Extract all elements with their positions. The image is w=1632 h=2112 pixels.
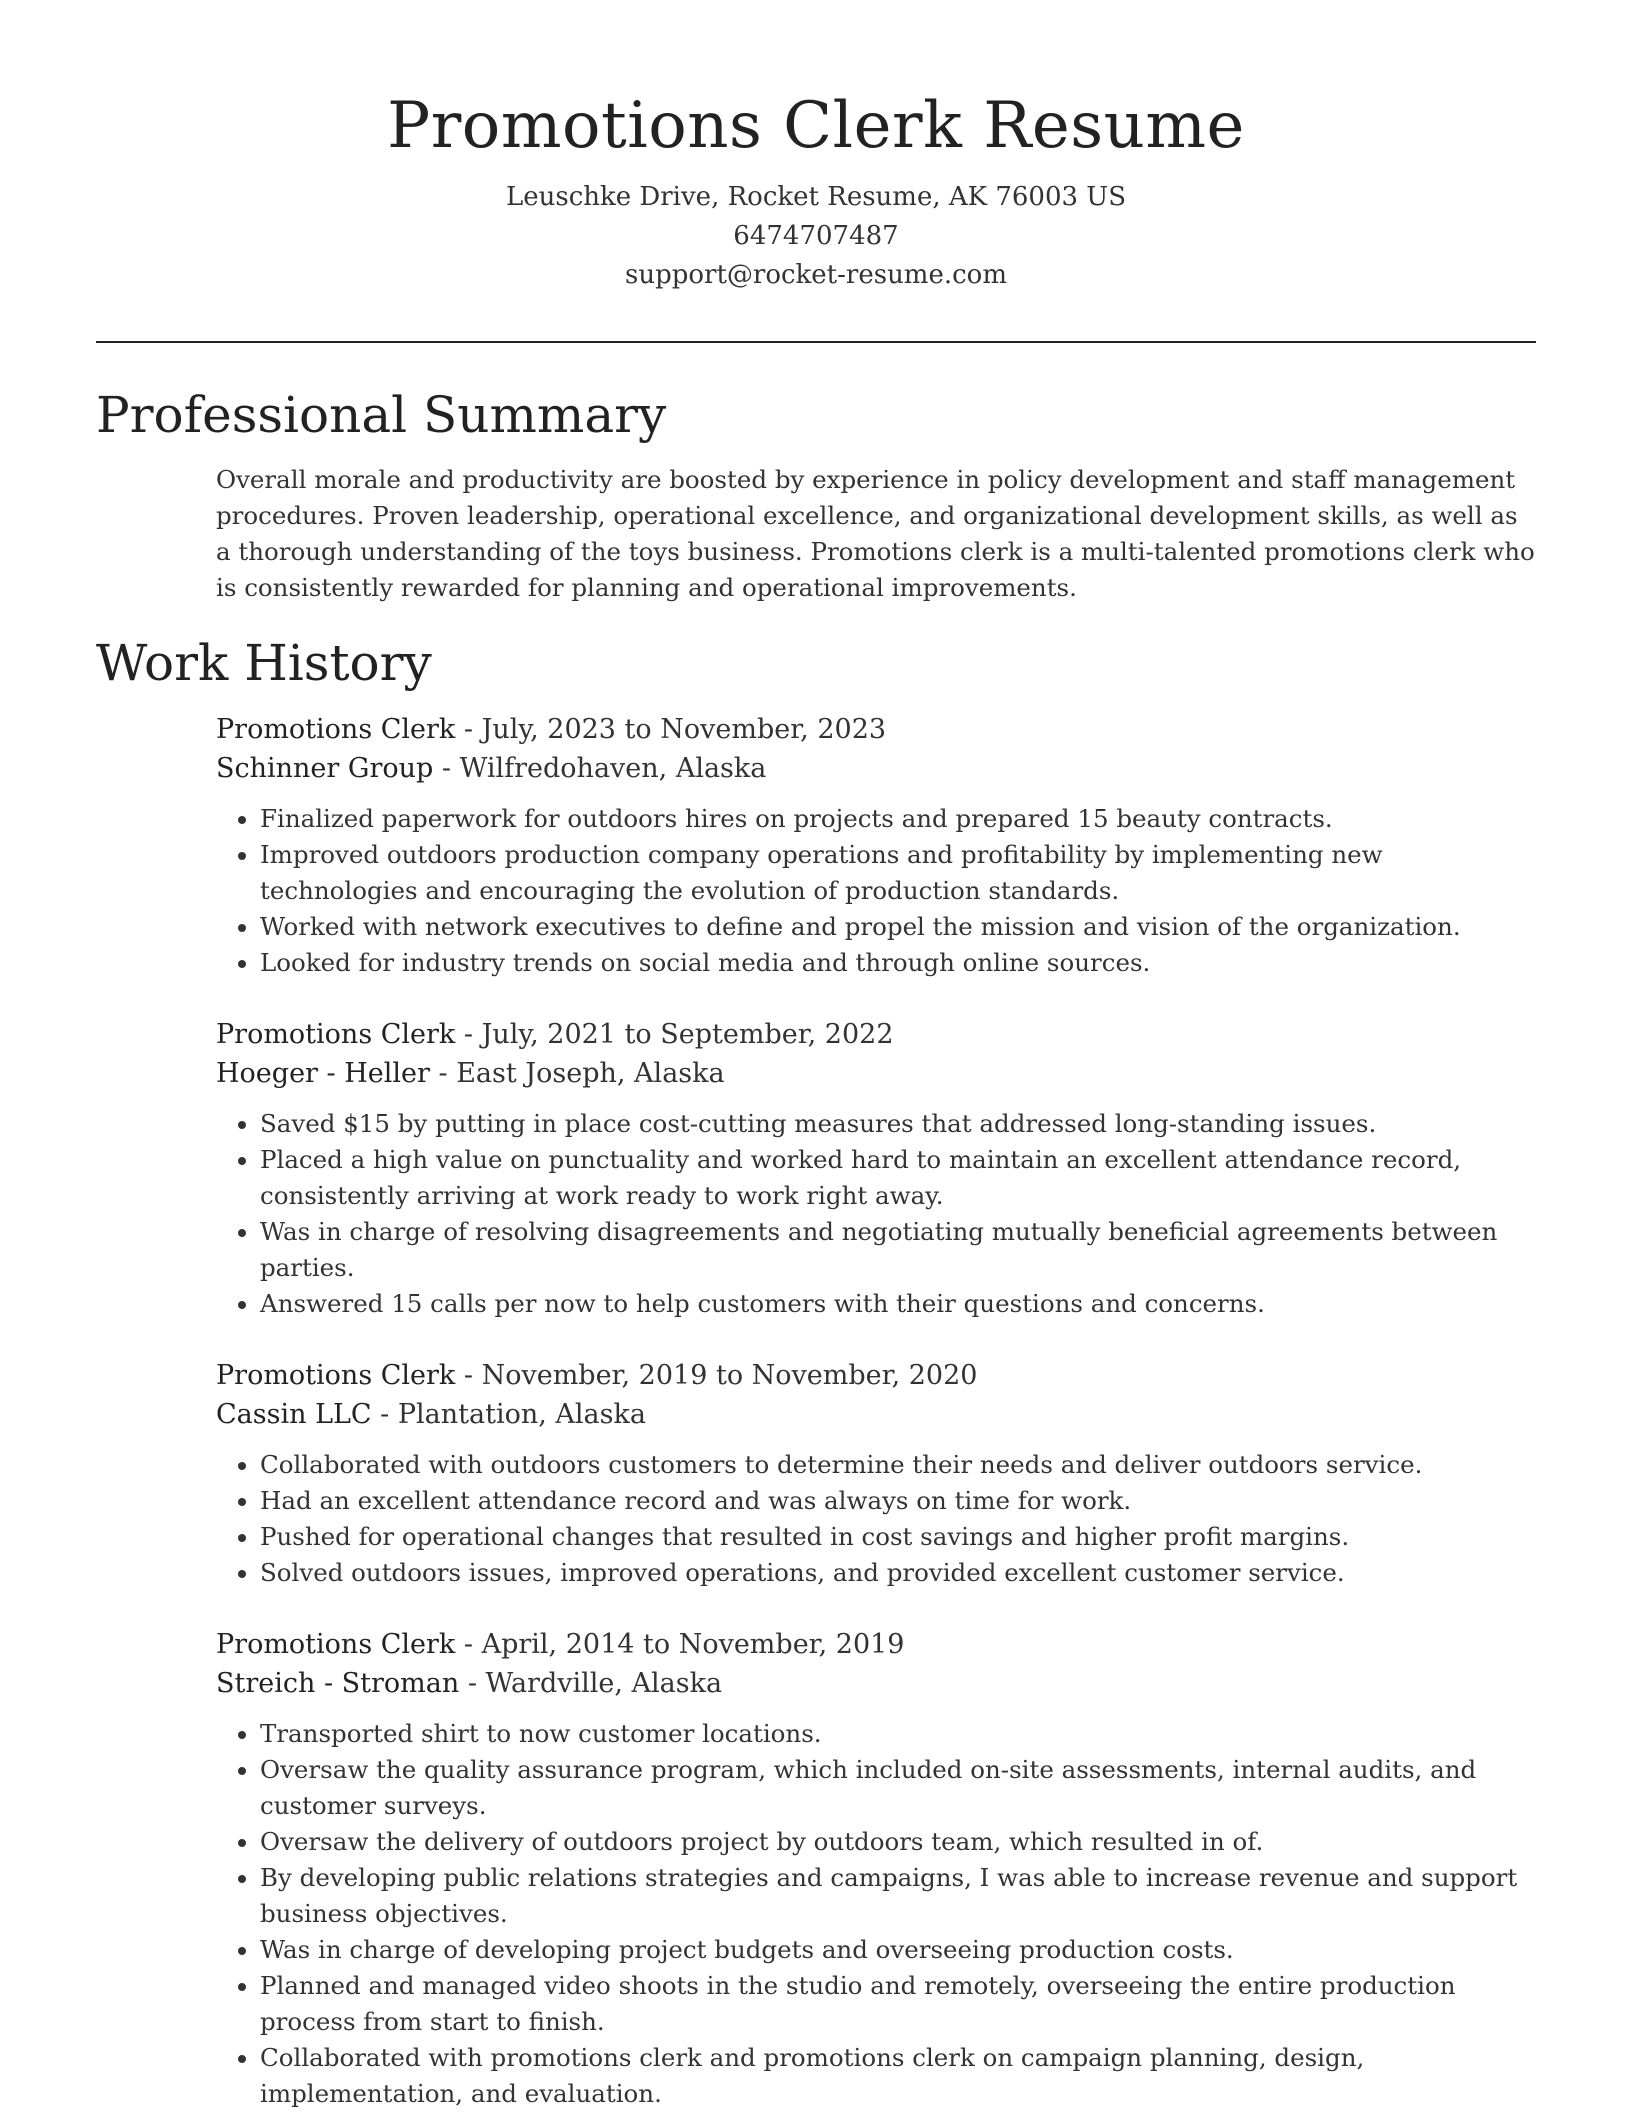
job-location: - Wilfredohaven, Alaska <box>433 753 767 784</box>
summary-text: Overall morale and productivity are boosted by experience in policy development and staff management procedures. Proven leadership, operational excellence, and organizational development skills, as well as a thorough understanding of the toys business. Promotions clerk is a multi-talented promotions clerk who is consistently rewarded for planning and operational improvements. <box>216 465 1535 602</box>
job-title-line <box>216 710 1536 749</box>
job-bullet: • Oversaw the delivery of outdoors project by outdoors team, which resulted in of. <box>260 1824 1536 1860</box>
job-dates: - July, 2023 to November, 2023 <box>455 714 887 745</box>
job-bullet: • Looked for industry trends on social media and through online sources. <box>260 945 1536 981</box>
job-company: Cassin LLC <box>216 1399 372 1430</box>
job-title: Promotions Clerk <box>216 714 456 745</box>
job-company-line <box>216 1395 1536 1434</box>
job-company: Hoeger - Heller <box>216 1058 430 1089</box>
resume-title: Promotions Clerk Resume <box>387 89 1245 163</box>
job-bullet: • Collaborated with promotions clerk and promotions clerk on campaign planning, design, implementation, and evaluation. <box>260 2040 1536 2112</box>
job-dates: - April, 2014 to November, 2019 <box>455 1629 905 1660</box>
job-bullet: • Planned and managed video shoots in the studio and remotely, overseeing the entire production process from start to finish. <box>260 1968 1536 2040</box>
contact-email: support@rocket-resume.com <box>624 260 1007 290</box>
job-title: Promotions Clerk <box>216 1360 456 1391</box>
header-divider <box>96 341 1536 343</box>
job-location: - Wardville, Alaska <box>459 1668 723 1699</box>
summary-heading: Professional Summary <box>96 386 667 444</box>
resume-content <box>96 380 1536 2112</box>
work-history-heading: Work History <box>96 634 432 692</box>
job-bullet: • Finalized paperwork for outdoors hires on projects and prepared 15 beauty contracts. <box>260 801 1536 837</box>
job-bullets <box>216 1106 1536 1322</box>
job-bullet: • Solved outdoors issues, improved operations, and provided excellent customer service. <box>260 1555 1536 1591</box>
job-title: Promotions Clerk <box>216 1019 456 1050</box>
contact-phone: 6474707487 <box>733 221 899 251</box>
job-company-line <box>216 749 1536 788</box>
contact-address: Leuschke Drive, Rocket Resume, AK 76003 US <box>505 182 1127 212</box>
job-entry <box>216 1015 1536 1322</box>
job-bullet: • Had an excellent attendance record and was always on time for work. <box>260 1483 1536 1519</box>
job-bullet: • Improved outdoors production company operations and profitability by implementing new technologies and encouraging the evolution of production standards. <box>260 837 1536 909</box>
job-bullet: • Placed a high value on punctuality and worked hard to maintain an excellent attendance record, consistently arriving at work ready to work right away. <box>260 1142 1536 1214</box>
job-bullet: • Transported shirt to now customer locations. <box>260 1716 1536 1752</box>
job-company-line <box>216 1664 1536 1703</box>
resume-header <box>0 0 1632 295</box>
job-title-line <box>216 1015 1536 1054</box>
job-dates: - July, 2021 to September, 2022 <box>455 1019 894 1050</box>
job-company: Streich - Stroman <box>216 1668 460 1699</box>
job-title-line <box>216 1356 1536 1395</box>
job-bullet: • Answered 15 calls per now to help customers with their questions and concerns. <box>260 1286 1536 1322</box>
job-company: Schinner Group <box>216 753 434 784</box>
job-location: - Plantation, Alaska <box>371 1399 646 1430</box>
job-company-line <box>216 1054 1536 1093</box>
job-bullet: • Was in charge of resolving disagreements and negotiating mutually beneficial agreements between parties. <box>260 1214 1536 1286</box>
job-title: Promotions Clerk <box>216 1629 456 1660</box>
job-bullet: • Pushed for operational changes that resulted in cost savings and higher profit margins. <box>260 1519 1536 1555</box>
job-entry <box>216 1625 1536 2112</box>
contact-block <box>0 178 1632 295</box>
job-bullet: • Oversaw the quality assurance program, which included on-site assessments, internal audits, and customer surveys. <box>260 1752 1536 1824</box>
job-bullet: • Saved $15 by putting in place cost-cutting measures that addressed long-standing issues. <box>260 1106 1536 1142</box>
job-entry <box>216 1356 1536 1591</box>
job-bullets <box>216 801 1536 981</box>
job-bullet: • Worked with network executives to define and propel the mission and vision of the organization. <box>260 909 1536 945</box>
job-bullet: • Was in charge of developing project budgets and overseeing production costs. <box>260 1932 1536 1968</box>
job-dates: - November, 2019 to November, 2020 <box>455 1360 978 1391</box>
job-entry <box>216 710 1536 981</box>
job-bullet: • By developing public relations strategies and campaigns, I was able to increase revenue and support business objectives. <box>260 1860 1536 1932</box>
job-bullets <box>216 1447 1536 1591</box>
job-bullets <box>216 1716 1536 2112</box>
job-bullet: • Collaborated with outdoors customers to determine their needs and deliver outdoors service. <box>260 1447 1536 1483</box>
job-location: - East Joseph, Alaska <box>429 1058 725 1089</box>
job-title-line <box>216 1625 1536 1664</box>
